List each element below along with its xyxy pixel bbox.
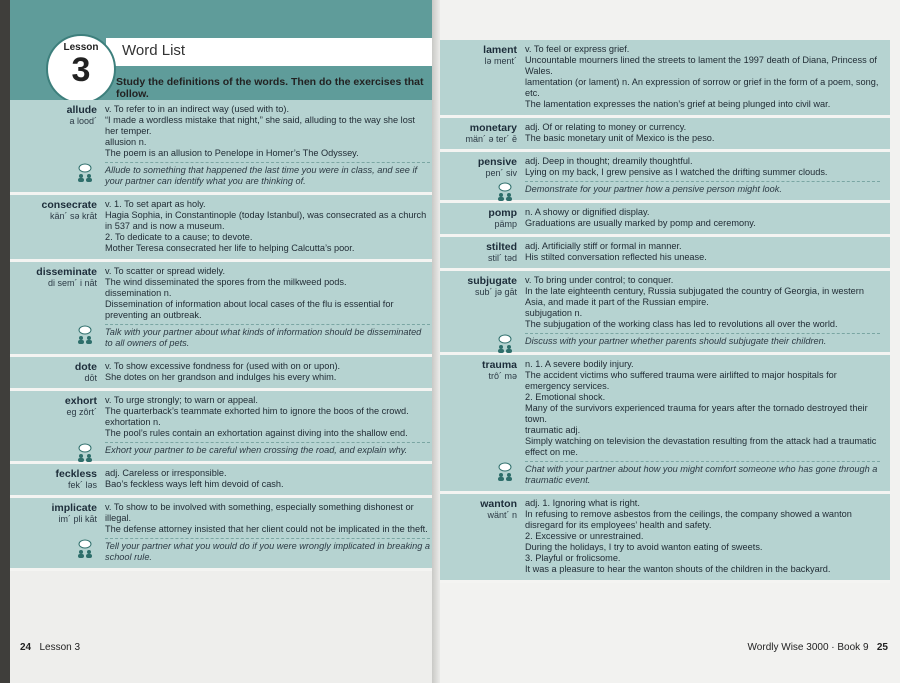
left-footer-label: Lesson 3: [39, 642, 81, 653]
definition-line: In refusing to remove asbestos from the ceilings, the company showed a wanton disregard for its employees’ health and safety.: [525, 509, 852, 530]
partner-activity-note: [105, 538, 430, 563]
word-entry: [10, 498, 440, 571]
partner-activity-note: [105, 162, 430, 187]
definition-line: The pool’s rules contain an exhortation against diving into the shallow end.: [105, 428, 408, 438]
definition-line: Lying on my back, I grew pensive as I watched the drifting summer clouds.: [525, 167, 828, 177]
word-entry: [440, 40, 890, 118]
headword: stilted: [486, 241, 517, 253]
right-word-list: [440, 40, 890, 583]
headword: subjugate: [467, 275, 517, 287]
definition-body: [525, 156, 880, 195]
definition-line: The lamentation expresses the nation’s grief at being plunged into civil war.: [525, 99, 831, 109]
headword: lament: [483, 44, 517, 56]
headword: implicate: [51, 502, 97, 514]
definition-line: adj. Deep in thought; dreamily thoughtful.: [525, 156, 693, 166]
definition-line: v. To show excessive fondness for (used with on or upon).: [105, 361, 341, 371]
left-page: [10, 0, 440, 683]
definition-line: His stilted conversation reflected his unease.: [525, 252, 707, 262]
headword: pomp: [488, 207, 517, 219]
speech-bubble-partners-icon: [495, 182, 515, 202]
partner-activity-note: [525, 461, 880, 486]
right-page: [440, 0, 900, 683]
headword: trauma: [481, 359, 517, 371]
definition-line: v. To scatter or spread widely.: [105, 266, 225, 276]
pronunciation: di sem´ i nāt: [47, 278, 97, 288]
definition-line: adj. Careless or irresponsible.: [105, 468, 227, 478]
note-text: Discuss with your partner whether parents should subjugate their children.: [525, 336, 827, 346]
right-footer-label: Wordly Wise 3000 · Book 9: [747, 642, 869, 653]
headword: feckless: [55, 468, 97, 480]
definition-body: [105, 468, 430, 490]
definition-line: v. 1. To set apart as holy.: [105, 199, 206, 209]
entry-head: [440, 498, 525, 575]
word-entry: [440, 494, 890, 583]
definition-line: v. To bring under control; to conquer.: [525, 275, 674, 285]
definition-line: 3. Playful or frolicsome.: [525, 553, 621, 563]
headword: pensive: [477, 156, 517, 168]
definition-line: She dotes on her grandson and indulges his every whim.: [105, 372, 337, 382]
headword: wanton: [480, 498, 517, 510]
definition-line: exhortation n.: [105, 417, 161, 427]
definition-line: Hagia Sophia, in Constantinople (today Istanbul), was consecrated as a church in 537 and is now a museum.: [105, 210, 427, 231]
definition-body: [105, 199, 430, 254]
headword: dote: [74, 361, 97, 373]
definition-line: During the holidays, I try to avoid wanton eating of sweets.: [525, 542, 763, 552]
word-entry: [10, 195, 440, 262]
entry-head: [10, 468, 105, 490]
definition-body: [525, 122, 880, 144]
definition-body: [525, 359, 880, 486]
note-text: Tell your partner what you would do if you were wrongly implicated in breaking a school rule.: [105, 541, 430, 562]
definition-line: n. 1. A severe bodily injury.: [525, 359, 634, 369]
speech-bubble-partners-icon: [75, 443, 95, 463]
speech-bubble-partners-icon: [75, 325, 95, 345]
definition-line: 2. To dedicate to a cause; to devote.: [105, 232, 253, 242]
entry-head: [440, 44, 525, 110]
pronunciation: dōt: [84, 373, 97, 383]
headword: exhort: [64, 395, 97, 407]
word-entry: [10, 357, 440, 391]
partner-activity-note: [105, 324, 430, 349]
definition-line: v. To refer to in an indirect way (used with to).: [105, 104, 289, 114]
entry-head: [10, 361, 105, 383]
lesson-label: Lesson: [63, 42, 99, 53]
entry-head: [440, 241, 525, 263]
pronunciation: män´ ə ter´ ē: [465, 134, 517, 144]
word-entry: [10, 262, 440, 357]
partner-activity-note: [525, 333, 880, 347]
headword: monetary: [469, 122, 517, 134]
definition-body: [525, 241, 880, 263]
pronunciation: trô´ mə: [488, 371, 517, 381]
headword: allude: [66, 104, 97, 116]
definition-body: [525, 207, 880, 229]
left-page-number: 24: [20, 642, 32, 653]
definition-line: Graduations are usually marked by pomp and ceremony.: [525, 218, 756, 228]
word-entry: [440, 237, 890, 271]
speech-bubble-partners-icon: [495, 462, 515, 482]
definition-line: The quarterback’s teammate exhorted him to ignore the boos of the crowd.: [105, 406, 409, 416]
definition-line: The defense attorney insisted that her client could not be implicated in the theft.: [105, 524, 428, 534]
definition-line: lamentation (or lament) n. An expression of sorrow or grief in the form of a poem, song, etc.: [525, 77, 879, 98]
definition-body: [105, 104, 430, 187]
definition-line: Uncountable mourners lined the streets to lament the 1997 death of Diana, Princess of Wales.: [525, 55, 877, 76]
definition-line: “I made a wordless mistake that night,” she said, alluding to the way she lost her temper.: [105, 115, 415, 136]
word-entry: [440, 355, 890, 494]
definition-line: In the late eighteenth century, Russia subjugated the country of Georgia, in western Asia, and made it part of the Russian empire.: [525, 286, 864, 307]
lesson-badge: [46, 34, 116, 104]
definition-line: Mother Teresa consecrated her life to helping Calcutta’s poor.: [105, 243, 355, 253]
definition-line: The basic monetary unit of Mexico is the peso.: [525, 133, 715, 143]
speech-bubble-partners-icon: [75, 163, 95, 183]
definition-line: adj. 1. Ignoring what is right.: [525, 498, 640, 508]
pronunciation: sub´ jə gāt: [474, 287, 517, 297]
headword: consecrate: [41, 199, 97, 211]
pronunciation: pämp: [494, 219, 517, 229]
speech-bubble-partners-icon: [75, 539, 95, 559]
definition-line: adj. Of or relating to money or currency.: [525, 122, 687, 132]
definition-line: The poem is an allusion to Penelope in Homer’s The Odyssey.: [105, 148, 359, 158]
pronunciation: eg zôrt´: [66, 407, 97, 417]
pronunciation: pen´ siv: [485, 168, 517, 178]
word-entry: [10, 100, 440, 195]
lesson-number: 3: [71, 51, 91, 89]
definition-body: [105, 266, 430, 349]
definition-line: Simply watching on television the devastation resulting from the attack had a traumatic effect on me.: [525, 436, 877, 457]
partner-activity-note: [525, 181, 880, 195]
definition-line: dissemination n.: [105, 288, 172, 298]
pronunciation: im´ pli kāt: [58, 514, 97, 524]
note-text: Exhort your partner to be careful when crossing the road, and explain why.: [105, 445, 408, 455]
right-page-number: 25: [876, 642, 888, 653]
instructions: Study the definitions of the words. Then do the exercises that follow.: [116, 76, 424, 100]
definition-line: Bao’s feckless ways left him devoid of cash.: [105, 479, 284, 489]
definition-line: 2. Excessive or unrestrained.: [525, 531, 644, 541]
word-entry: [440, 271, 890, 355]
entry-head: [10, 199, 105, 254]
title-tab: [106, 38, 440, 66]
speech-bubble-partners-icon: [495, 334, 515, 354]
definition-line: The subjugation of the working class has led to revolutions all over the world.: [525, 319, 838, 329]
headword: disseminate: [36, 266, 97, 278]
pronunciation: lə ment´: [484, 56, 517, 66]
left-footer: [20, 642, 80, 653]
definition-line: v. To feel or express grief.: [525, 44, 630, 54]
right-footer: [748, 642, 888, 653]
definition-body: [525, 44, 880, 110]
note-text: Talk with your partner about what kinds of information should be disseminated to all owners of pets.: [105, 327, 422, 348]
definition-line: The accident victims who suffered trauma were airlifted to major hospitals for emergency services.: [525, 370, 837, 391]
pronunciation: a lood´: [69, 116, 97, 126]
word-entry: [10, 391, 440, 464]
definition-line: Many of the survivors experienced trauma for years after the tornado destroyed their town.: [525, 403, 868, 424]
word-entry: [440, 203, 890, 237]
definition-line: subjugation n.: [525, 308, 583, 318]
definition-line: Dissemination of information about local cases of the flu is essential for preventing an outbreak.: [105, 299, 394, 320]
definition-body: [525, 498, 880, 575]
note-text: Allude to something that happened the last time you were in class, and see if your partner can identify what you are thinking of.: [105, 165, 418, 186]
pronunciation: kän´ sə krāt: [49, 211, 97, 221]
definition-line: v. To show to be involved with something, especially something dishonest or illegal.: [105, 502, 414, 523]
definition-line: adj. Artificially stiff or formal in manner.: [525, 241, 682, 251]
definition-line: 2. Emotional shock.: [525, 392, 606, 402]
definition-body: [105, 395, 430, 456]
pronunciation: fek´ ləs: [67, 480, 97, 490]
definition-line: The wind disseminated the spores from the milkweed pods.: [105, 277, 347, 287]
page-title: Word List: [122, 42, 186, 59]
definition-body: [525, 275, 880, 347]
pronunciation: stil´ təd: [487, 253, 517, 263]
note-text: Chat with your partner about how you might comfort someone who has gone through a traumatic event.: [525, 464, 878, 485]
word-entry: [440, 152, 890, 203]
entry-head: [440, 122, 525, 144]
pronunciation: wänt´ n: [487, 510, 517, 520]
definition-body: [105, 502, 430, 563]
note-text: Demonstrate for your partner how a pensive person might look.: [525, 184, 782, 194]
word-entry: [440, 118, 890, 152]
entry-head: [440, 207, 525, 229]
word-entry: [10, 464, 440, 498]
partner-activity-note: [105, 442, 430, 456]
definition-body: [105, 361, 430, 383]
definition-line: n. A showy or dignified display.: [525, 207, 650, 217]
definition-line: traumatic adj.: [525, 425, 581, 435]
definition-line: v. To urge strongly; to warn or appeal.: [105, 395, 258, 405]
left-word-list: [10, 100, 440, 571]
definition-line: It was a pleasure to hear the wanton shouts of the children in the backyard.: [525, 564, 831, 574]
definition-line: allusion n.: [105, 137, 147, 147]
